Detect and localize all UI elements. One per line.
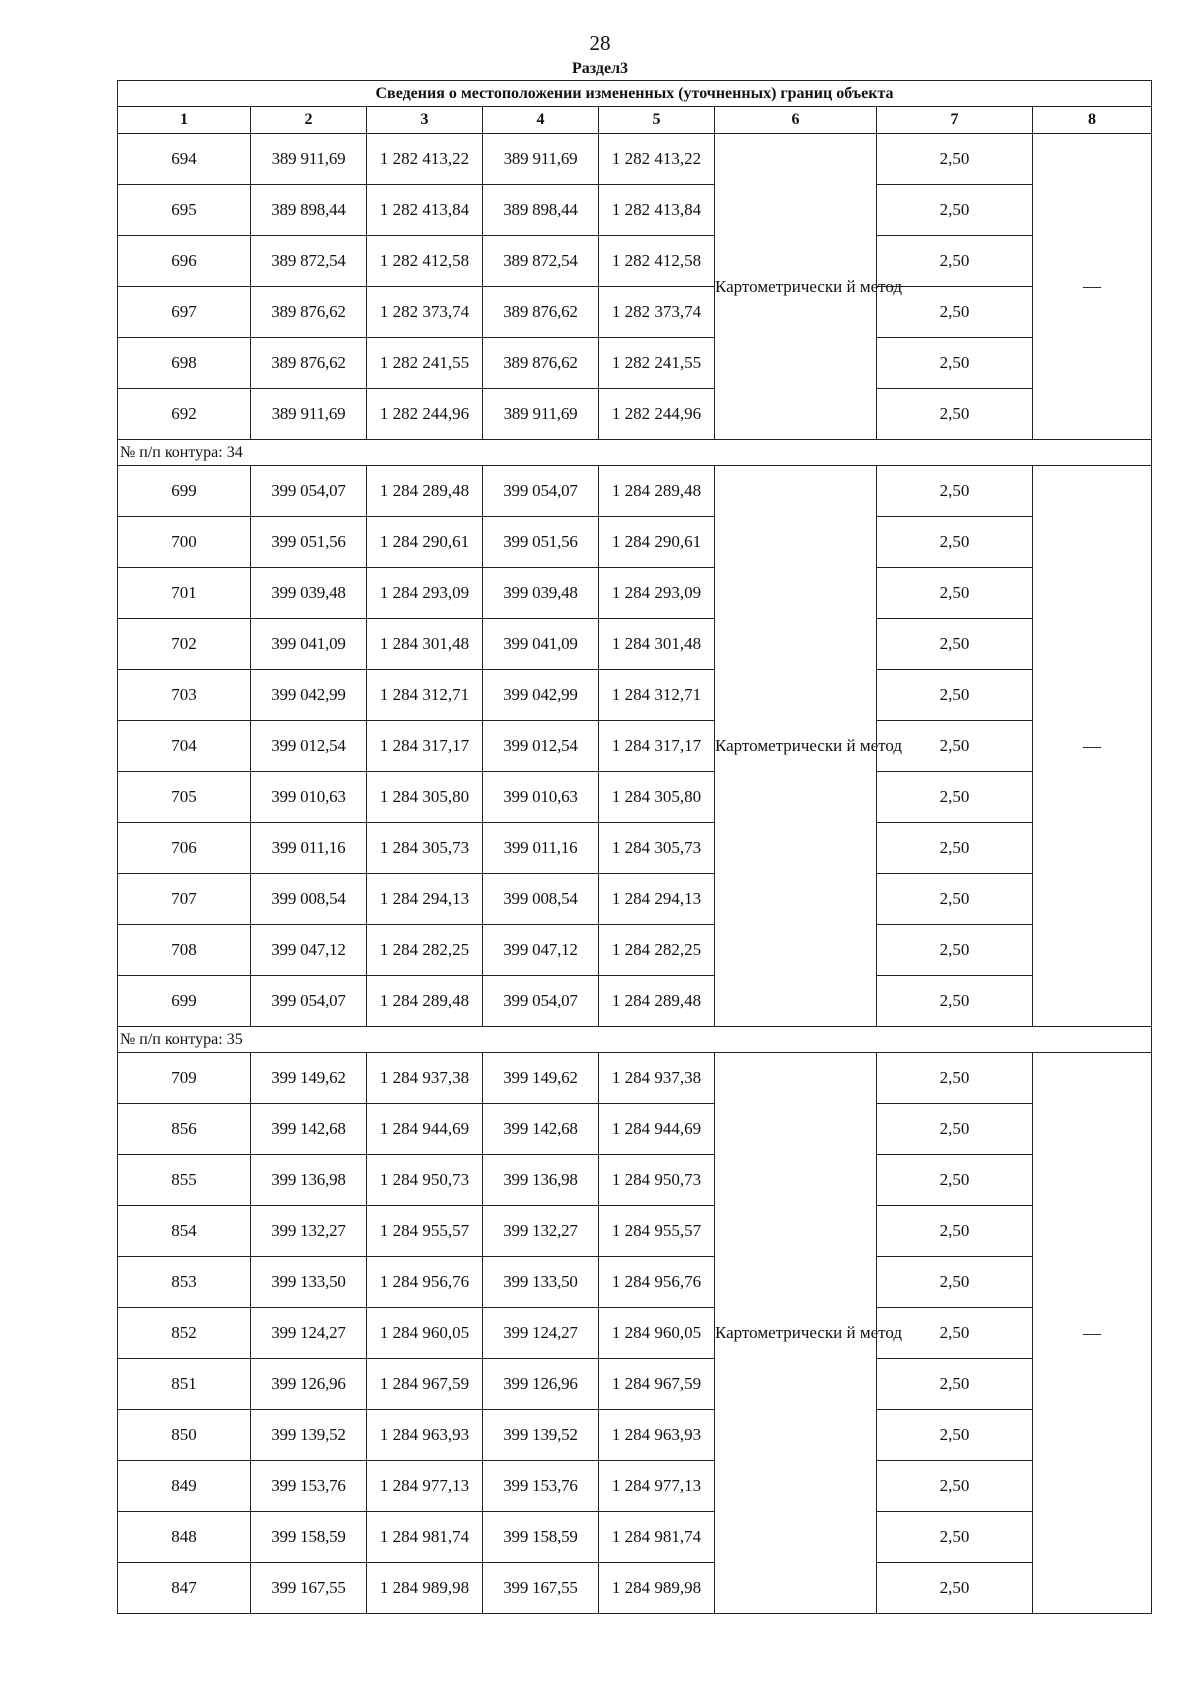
y-new-cell: 1 282 412,58 (599, 236, 715, 287)
x-old-cell: 399 167,55 (251, 1563, 367, 1614)
accuracy-cell: 2,50 (877, 134, 1033, 185)
point-number-cell: 849 (118, 1461, 251, 1512)
y-new-cell: 1 284 282,25 (599, 925, 715, 976)
x-old-cell: 399 047,12 (251, 925, 367, 976)
y-old-cell: 1 284 289,48 (367, 466, 483, 517)
table-row (118, 389, 1152, 440)
x-new-cell: 389 911,69 (483, 134, 599, 185)
point-number-cell: 848 (118, 1512, 251, 1563)
contour-label-row (118, 440, 1152, 466)
x-new-cell: 399 054,07 (483, 976, 599, 1027)
note-cell: — (1033, 1053, 1152, 1614)
x-new-cell: 399 042,99 (483, 670, 599, 721)
x-old-cell: 399 042,99 (251, 670, 367, 721)
table-row (118, 619, 1152, 670)
y-old-cell: 1 282 413,84 (367, 185, 483, 236)
accuracy-cell: 2,50 (877, 1206, 1033, 1257)
x-old-cell: 399 158,59 (251, 1512, 367, 1563)
x-old-cell: 399 142,68 (251, 1104, 367, 1155)
accuracy-cell: 2,50 (877, 874, 1033, 925)
y-new-cell: 1 284 301,48 (599, 619, 715, 670)
y-old-cell: 1 284 950,73 (367, 1155, 483, 1206)
table-row (118, 670, 1152, 721)
point-number-cell: 707 (118, 874, 251, 925)
y-old-cell: 1 282 241,55 (367, 338, 483, 389)
point-number-cell: 696 (118, 236, 251, 287)
table-row (118, 1512, 1152, 1563)
point-number-cell: 854 (118, 1206, 251, 1257)
table-row (118, 568, 1152, 619)
y-new-cell: 1 284 317,17 (599, 721, 715, 772)
accuracy-cell: 2,50 (877, 185, 1033, 236)
column-number: 3 (367, 107, 483, 134)
x-new-cell: 399 136,98 (483, 1155, 599, 1206)
x-new-cell: 399 011,16 (483, 823, 599, 874)
x-new-cell: 399 008,54 (483, 874, 599, 925)
point-number-cell: 704 (118, 721, 251, 772)
point-number-cell: 708 (118, 925, 251, 976)
point-number-cell: 855 (118, 1155, 251, 1206)
y-new-cell: 1 284 950,73 (599, 1155, 715, 1206)
accuracy-cell: 2,50 (877, 670, 1033, 721)
x-new-cell: 399 158,59 (483, 1512, 599, 1563)
column-number: 8 (1033, 107, 1152, 134)
y-new-cell: 1 284 289,48 (599, 976, 715, 1027)
table-row (118, 1461, 1152, 1512)
point-number-cell: 701 (118, 568, 251, 619)
column-number: 5 (599, 107, 715, 134)
point-number-cell: 698 (118, 338, 251, 389)
accuracy-cell: 2,50 (877, 1104, 1033, 1155)
point-number-cell: 853 (118, 1257, 251, 1308)
y-new-cell: 1 284 977,13 (599, 1461, 715, 1512)
y-old-cell: 1 282 373,74 (367, 287, 483, 338)
contour-label-row (118, 1027, 1152, 1053)
y-new-cell: 1 284 290,61 (599, 517, 715, 568)
point-number-cell: 699 (118, 466, 251, 517)
accuracy-cell: 2,50 (877, 1410, 1033, 1461)
table-row (118, 1359, 1152, 1410)
accuracy-cell: 2,50 (877, 619, 1033, 670)
x-old-cell: 399 011,16 (251, 823, 367, 874)
table-row (118, 517, 1152, 568)
x-old-cell: 399 054,07 (251, 466, 367, 517)
accuracy-cell: 2,50 (877, 389, 1033, 440)
y-old-cell: 1 284 305,80 (367, 772, 483, 823)
table-row (118, 287, 1152, 338)
table-row (118, 823, 1152, 874)
table-row (118, 1155, 1152, 1206)
column-number: 1 (118, 107, 251, 134)
accuracy-cell: 2,50 (877, 236, 1033, 287)
point-number-cell: 697 (118, 287, 251, 338)
y-old-cell: 1 284 944,69 (367, 1104, 483, 1155)
accuracy-cell: 2,50 (877, 976, 1033, 1027)
y-new-cell: 1 284 305,80 (599, 772, 715, 823)
method-cell: Картометрически й метод (715, 134, 877, 440)
accuracy-cell: 2,50 (877, 568, 1033, 619)
method-cell: Картометрически й метод (715, 1053, 877, 1614)
x-old-cell: 389 876,62 (251, 338, 367, 389)
y-old-cell: 1 284 956,76 (367, 1257, 483, 1308)
x-new-cell: 399 124,27 (483, 1308, 599, 1359)
point-number-cell: 706 (118, 823, 251, 874)
x-old-cell: 399 126,96 (251, 1359, 367, 1410)
table-row (118, 1053, 1152, 1104)
table-row (118, 236, 1152, 287)
point-number-cell: 856 (118, 1104, 251, 1155)
y-old-cell: 1 284 305,73 (367, 823, 483, 874)
x-new-cell: 399 010,63 (483, 772, 599, 823)
x-new-cell: 399 047,12 (483, 925, 599, 976)
accuracy-cell: 2,50 (877, 1308, 1033, 1359)
x-old-cell: 399 132,27 (251, 1206, 367, 1257)
y-new-cell: 1 284 989,98 (599, 1563, 715, 1614)
accuracy-cell: 2,50 (877, 925, 1033, 976)
table-row (118, 466, 1152, 517)
y-new-cell: 1 284 967,59 (599, 1359, 715, 1410)
accuracy-cell: 2,50 (877, 1359, 1033, 1410)
y-new-cell: 1 284 937,38 (599, 1053, 715, 1104)
point-number-cell: 703 (118, 670, 251, 721)
table-row (118, 1308, 1152, 1359)
section-title: Раздел3 (571, 60, 629, 77)
y-old-cell: 1 284 290,61 (367, 517, 483, 568)
x-new-cell: 399 041,09 (483, 619, 599, 670)
y-new-cell: 1 284 294,13 (599, 874, 715, 925)
table-row (118, 1104, 1152, 1155)
table-row (118, 976, 1152, 1027)
table-row (118, 1410, 1152, 1461)
y-new-cell: 1 284 944,69 (599, 1104, 715, 1155)
point-number-cell: 709 (118, 1053, 251, 1104)
y-old-cell: 1 284 967,59 (367, 1359, 483, 1410)
table-caption-row (118, 81, 1152, 107)
y-old-cell: 1 284 960,05 (367, 1308, 483, 1359)
y-old-cell: 1 282 412,58 (367, 236, 483, 287)
x-old-cell: 399 139,52 (251, 1410, 367, 1461)
accuracy-cell: 2,50 (877, 1155, 1033, 1206)
column-number: 2 (251, 107, 367, 134)
table-row (118, 338, 1152, 389)
note-cell: — (1033, 466, 1152, 1027)
y-new-cell: 1 284 293,09 (599, 568, 715, 619)
accuracy-cell: 2,50 (877, 1563, 1033, 1614)
y-old-cell: 1 282 244,96 (367, 389, 483, 440)
y-new-cell: 1 284 955,57 (599, 1206, 715, 1257)
y-old-cell: 1 284 289,48 (367, 976, 483, 1027)
y-new-cell: 1 284 305,73 (599, 823, 715, 874)
y-old-cell: 1 284 312,71 (367, 670, 483, 721)
accuracy-cell: 2,50 (877, 823, 1033, 874)
point-number-cell: 692 (118, 389, 251, 440)
x-old-cell: 399 124,27 (251, 1308, 367, 1359)
x-new-cell: 399 039,48 (483, 568, 599, 619)
point-number-cell: 851 (118, 1359, 251, 1410)
y-old-cell: 1 284 293,09 (367, 568, 483, 619)
point-number-cell: 695 (118, 185, 251, 236)
x-old-cell: 399 133,50 (251, 1257, 367, 1308)
y-new-cell: 1 284 963,93 (599, 1410, 715, 1461)
point-number-cell: 850 (118, 1410, 251, 1461)
table-row (118, 1206, 1152, 1257)
column-number: 7 (877, 107, 1033, 134)
contour-label: № п/п контура: 35 (118, 1027, 1152, 1053)
accuracy-cell: 2,50 (877, 772, 1033, 823)
x-old-cell: 399 153,76 (251, 1461, 367, 1512)
x-new-cell: 389 872,54 (483, 236, 599, 287)
point-number-cell: 847 (118, 1563, 251, 1614)
y-new-cell: 1 282 241,55 (599, 338, 715, 389)
x-new-cell: 399 149,62 (483, 1053, 599, 1104)
x-old-cell: 399 051,56 (251, 517, 367, 568)
y-old-cell: 1 284 317,17 (367, 721, 483, 772)
x-old-cell: 399 010,63 (251, 772, 367, 823)
y-old-cell: 1 284 301,48 (367, 619, 483, 670)
x-new-cell: 399 167,55 (483, 1563, 599, 1614)
y-old-cell: 1 284 981,74 (367, 1512, 483, 1563)
point-number-cell: 852 (118, 1308, 251, 1359)
y-new-cell: 1 282 244,96 (599, 389, 715, 440)
x-old-cell: 399 012,54 (251, 721, 367, 772)
x-new-cell: 389 876,62 (483, 338, 599, 389)
y-old-cell: 1 284 955,57 (367, 1206, 483, 1257)
accuracy-cell: 2,50 (877, 1461, 1033, 1512)
point-number-cell: 694 (118, 134, 251, 185)
accuracy-cell: 2,50 (877, 721, 1033, 772)
table-body (118, 81, 1152, 1614)
table-row (118, 134, 1152, 185)
page-number: 28 (589, 31, 611, 55)
point-number-cell: 700 (118, 517, 251, 568)
x-new-cell: 389 898,44 (483, 185, 599, 236)
x-old-cell: 399 008,54 (251, 874, 367, 925)
y-old-cell: 1 284 282,25 (367, 925, 483, 976)
x-new-cell: 399 012,54 (483, 721, 599, 772)
note-cell: — (1033, 134, 1152, 440)
table-row (118, 1257, 1152, 1308)
x-new-cell: 389 876,62 (483, 287, 599, 338)
accuracy-cell: 2,50 (877, 517, 1033, 568)
y-new-cell: 1 284 312,71 (599, 670, 715, 721)
point-number-cell: 705 (118, 772, 251, 823)
y-new-cell: 1 284 956,76 (599, 1257, 715, 1308)
column-number: 6 (715, 107, 877, 134)
y-new-cell: 1 282 413,84 (599, 185, 715, 236)
table-row (118, 925, 1152, 976)
x-old-cell: 399 039,48 (251, 568, 367, 619)
x-old-cell: 399 136,98 (251, 1155, 367, 1206)
x-new-cell: 399 142,68 (483, 1104, 599, 1155)
accuracy-cell: 2,50 (877, 338, 1033, 389)
y-new-cell: 1 282 373,74 (599, 287, 715, 338)
x-new-cell: 399 126,96 (483, 1359, 599, 1410)
y-old-cell: 1 284 963,93 (367, 1410, 483, 1461)
accuracy-cell: 2,50 (877, 1053, 1033, 1104)
y-new-cell: 1 284 981,74 (599, 1512, 715, 1563)
y-old-cell: 1 284 937,38 (367, 1053, 483, 1104)
column-number-row (118, 107, 1152, 134)
x-new-cell: 399 054,07 (483, 466, 599, 517)
x-old-cell: 399 149,62 (251, 1053, 367, 1104)
x-new-cell: 399 051,56 (483, 517, 599, 568)
x-new-cell: 399 133,50 (483, 1257, 599, 1308)
x-old-cell: 389 911,69 (251, 389, 367, 440)
accuracy-cell: 2,50 (877, 466, 1033, 517)
point-number-cell: 702 (118, 619, 251, 670)
x-new-cell: 399 153,76 (483, 1461, 599, 1512)
x-old-cell: 399 041,09 (251, 619, 367, 670)
y-old-cell: 1 284 989,98 (367, 1563, 483, 1614)
table-caption: Сведения о местоположении измененных (уточненных) границ объекта (118, 81, 1152, 107)
boundary-coordinates-table (117, 80, 1152, 1614)
table-row (118, 721, 1152, 772)
x-old-cell: 389 872,54 (251, 236, 367, 287)
x-old-cell: 399 054,07 (251, 976, 367, 1027)
table-row (118, 185, 1152, 236)
contour-label: № п/п контура: 34 (118, 440, 1152, 466)
x-old-cell: 389 876,62 (251, 287, 367, 338)
x-old-cell: 389 911,69 (251, 134, 367, 185)
column-number: 4 (483, 107, 599, 134)
x-old-cell: 389 898,44 (251, 185, 367, 236)
y-new-cell: 1 284 960,05 (599, 1308, 715, 1359)
accuracy-cell: 2,50 (877, 1257, 1033, 1308)
y-old-cell: 1 282 413,22 (367, 134, 483, 185)
x-new-cell: 389 911,69 (483, 389, 599, 440)
y-new-cell: 1 282 413,22 (599, 134, 715, 185)
y-old-cell: 1 284 977,13 (367, 1461, 483, 1512)
x-new-cell: 399 139,52 (483, 1410, 599, 1461)
accuracy-cell: 2,50 (877, 1512, 1033, 1563)
y-new-cell: 1 284 289,48 (599, 466, 715, 517)
x-new-cell: 399 132,27 (483, 1206, 599, 1257)
method-cell: Картометрически й метод (715, 466, 877, 1027)
y-old-cell: 1 284 294,13 (367, 874, 483, 925)
table-row (118, 772, 1152, 823)
table-row (118, 1563, 1152, 1614)
table-row (118, 874, 1152, 925)
accuracy-cell: 2,50 (877, 287, 1033, 338)
point-number-cell: 699 (118, 976, 251, 1027)
